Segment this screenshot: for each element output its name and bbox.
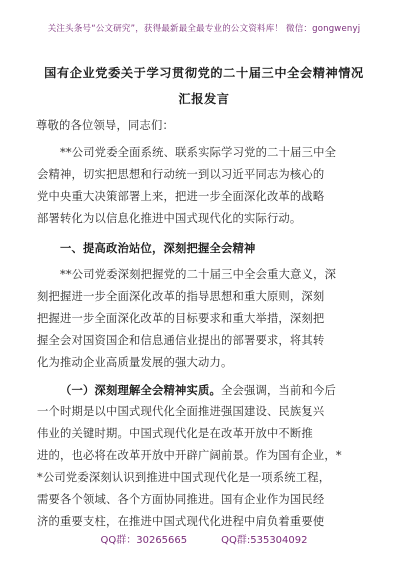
paragraph-line: 伟业的关键时期。中国式现代化是在改革开放中不断推: [37, 427, 313, 440]
paragraph-line: 济的重要支柱，在推进中国式现代化进程中肩负着重要使: [37, 515, 325, 528]
greeting: 尊敬的各位领导，同志们：: [36, 119, 174, 132]
paragraph-line: *公司党委深刻认识到推进中国式现代化是一项系统工程，: [37, 471, 331, 484]
paragraph-line: 把握进一步全面深化改革的目标要求和重大举措，深刻把: [37, 312, 325, 325]
subsection-heading: （一）深刻理解全会精神实质。: [60, 383, 221, 397]
paragraph-line: 一个时期是以中国式现代化全面推进强国建设、民族复兴: [37, 405, 325, 418]
qq-group-1: QQ群：30265665: [100, 535, 188, 546]
paragraph-line: [60, 383, 336, 398]
section-heading: 一、提高政治站位，深刻把握全会精神: [60, 241, 256, 255]
header-watermark: 关注头条号“公文研究”，获得最新最全最专业的公文资料库！ 微信：gongwenyj: [47, 24, 361, 34]
paragraph-line: 进的，也必将在改革开放中开辟广阔前景。作为国有企业，*: [37, 449, 342, 462]
footer-watermark: [0, 531, 408, 546]
paragraph-line: **公司党委深刻把握党的二十届三中全会重大意义，深: [60, 268, 337, 281]
qq-group-2: QQ群:535304092: [221, 535, 308, 546]
paragraph-line: 化为推动企业高质量发展的强大动力。: [37, 356, 233, 369]
paragraph-text: 全会强调，当前和今后: [220, 384, 336, 397]
paragraph-line: 党中央重大决策部署上来，把进一步全面深化改革的战略: [37, 190, 325, 203]
paragraph-line: 握全会对国资国企和信息通信业提出的部署要求，将其转: [37, 334, 325, 347]
paragraph-line: 刻把握进一步全面深化改革的指导思想和重大原则，深刻: [37, 290, 325, 303]
document-title: 国有企业党委关于学习贯彻党的二十届三中全会精神情况: [44, 66, 364, 80]
paragraph-line: 部署转化为以信息化推进中国式现代化的实际行动。: [37, 212, 302, 225]
paragraph-line: 会精神，切实把思想和行动统一到以习近平同志为核心的: [37, 168, 325, 181]
paragraph-line: **公司党委全面系统、联系实际学习党的二十届三中全: [60, 146, 337, 159]
paragraph-line: 需要各个领域、各个方面协同推进。国有企业作为国民经: [37, 493, 325, 506]
document-title-continued: 汇报发言: [178, 92, 230, 106]
